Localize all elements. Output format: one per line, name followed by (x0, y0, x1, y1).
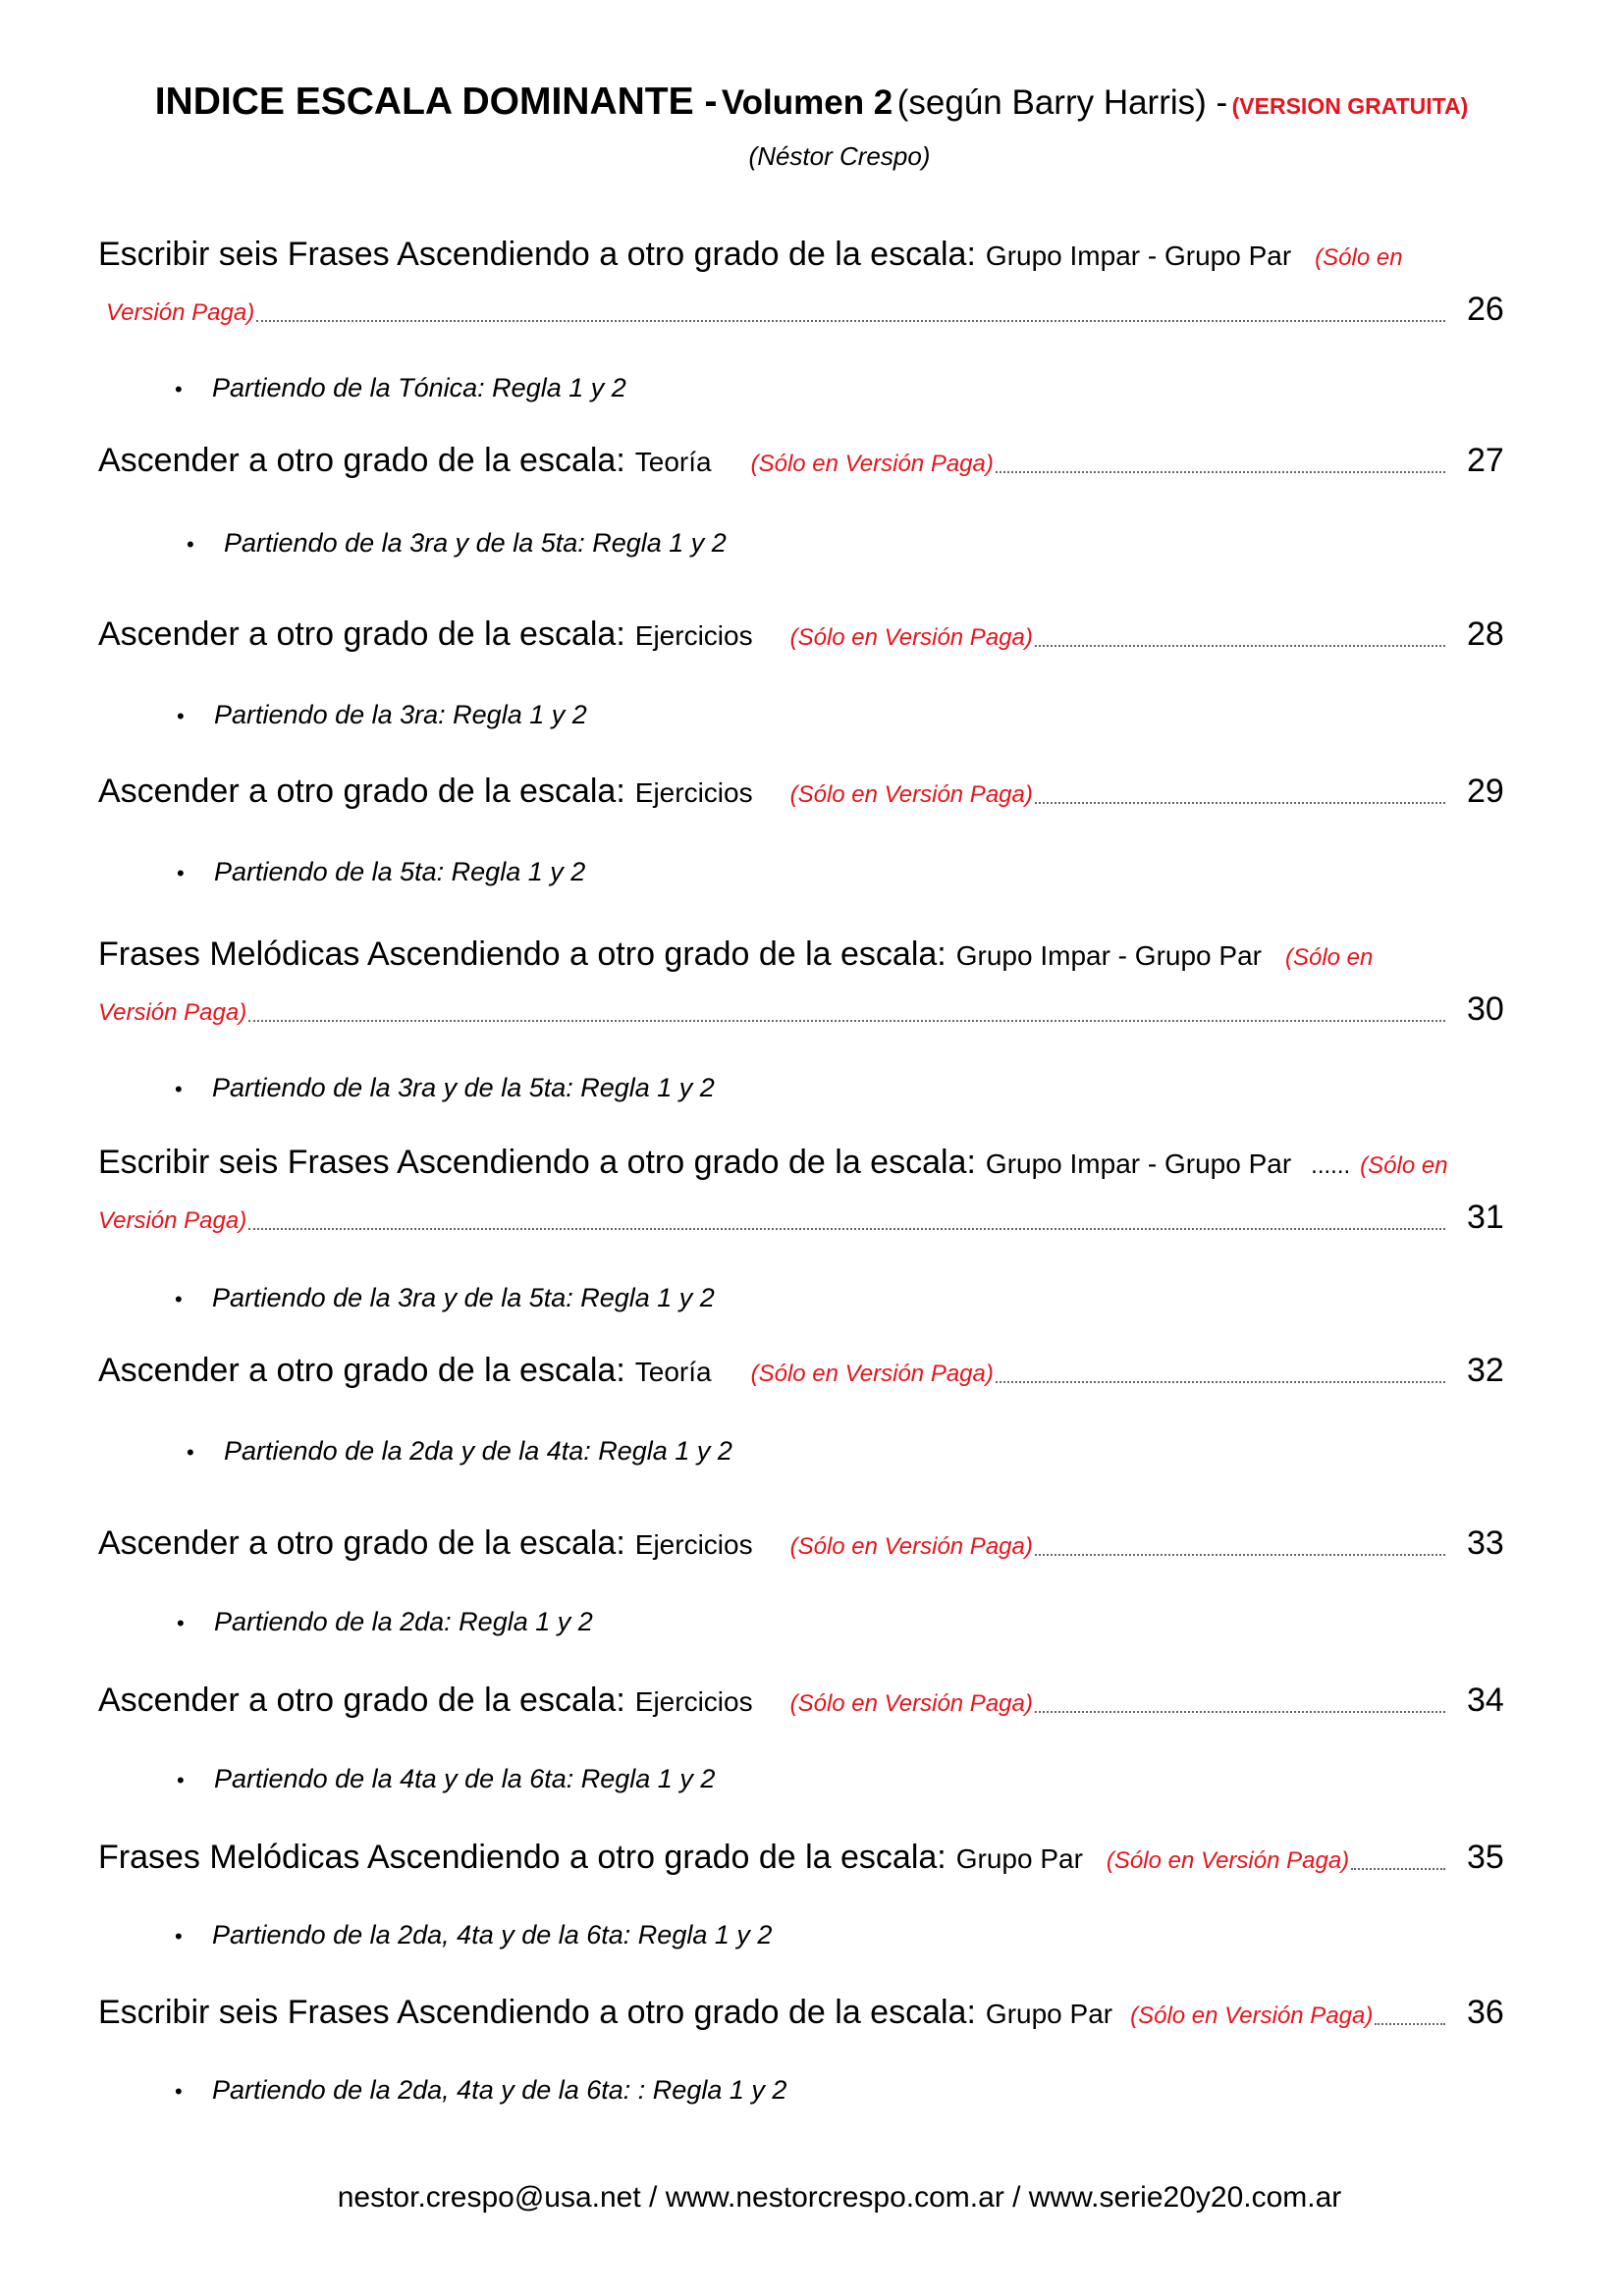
paid-version-note: (Sólo en Versión Paga) (750, 1361, 994, 1387)
bullet-text: Partiendo de la 3ra: Regla 1 y 2 (214, 700, 587, 729)
paid-version-note: (Sólo en (1315, 244, 1403, 271)
bullet-icon: • (175, 377, 183, 401)
paid-version-note: (Sólo en (1360, 1152, 1448, 1179)
toc-bullet-11 (175, 2075, 786, 2106)
page-number: 32 (1467, 1352, 1504, 1389)
bullet-icon: • (187, 1440, 194, 1465)
toc-entry-5-line-1[interactable] (98, 935, 1522, 979)
bullet-text: Partiendo de la 2da y de la 4ta: Regla 1 y 2 (224, 1436, 732, 1466)
page-title (0, 80, 1623, 124)
dot-leader (996, 1380, 1445, 1383)
toc-entry-title: Escribir seis Frases Ascendiendo a otro grado de la escala: (98, 1994, 976, 2031)
toc-bullet-1 (175, 373, 626, 403)
dot-leader (248, 1019, 1445, 1022)
bullet-icon: • (177, 704, 185, 728)
page-number: 34 (1467, 1682, 1504, 1719)
toc-entry-4[interactable] (98, 773, 1522, 816)
toc-bullet-7 (187, 1436, 732, 1467)
toc-bullet-10 (175, 1920, 772, 1950)
bullet-text: Partiendo de la 2da, 4ta y de la 6ta: Regla 1 y 2 (212, 1920, 773, 1949)
bullet-text: Partiendo de la 4ta y de la 6ta: Regla 1 y 2 (214, 1764, 716, 1793)
author-name: (Néstor Crespo) (748, 141, 931, 171)
toc-entry-subtitle: Ejercicios (634, 777, 753, 808)
toc-entry-1-line-1[interactable] (98, 236, 1522, 279)
bullet-icon: • (187, 532, 194, 557)
toc-bullet-3 (177, 700, 587, 730)
toc-entry-title: Ascender a otro grado de la escala: (98, 1682, 625, 1719)
toc-entry-title: Ascender a otro grado de la escala: (98, 1352, 625, 1389)
dot-leader-short: ...... (1311, 1152, 1351, 1179)
toc-bullet-2 (187, 528, 727, 559)
toc-entry-3[interactable] (98, 615, 1522, 659)
page-number: 27 (1467, 442, 1504, 479)
page-number: 28 (1467, 615, 1504, 653)
page-number: 26 (1467, 291, 1504, 328)
title-main: INDICE ESCALA DOMINANTE - (154, 80, 718, 123)
title-free-version-badge: (VERSION GRATUITA) (1231, 93, 1469, 119)
bullet-text: Partiendo de la 3ra y de la 5ta: Regla 1 y 2 (224, 528, 727, 558)
toc-bullet-5 (175, 1073, 715, 1103)
toc-entry-subtitle: Grupo Par (985, 1999, 1113, 2029)
toc-entry-title: Ascender a otro grado de la escala: (98, 1524, 625, 1562)
page-number: 35 (1467, 1839, 1504, 1876)
paid-version-note: Versión Paga) (98, 1207, 247, 1234)
dot-leader (996, 470, 1445, 473)
dot-leader (1035, 801, 1445, 804)
toc-entry-title: Ascender a otro grado de la escala: (98, 773, 625, 810)
toc-entry-subtitle: Grupo Impar - Grupo Par (955, 940, 1262, 971)
toc-entry-5-line-2[interactable] (98, 990, 1522, 1034)
title-volume: Volumen 2 (721, 83, 893, 122)
toc-entry-title: Ascender a otro grado de la escala: (98, 615, 625, 653)
footer-contact-links[interactable]: nestor.crespo@usa.net / www.nestorcrespo.com.ar / www.serie20y20.com.ar (337, 2181, 1342, 2214)
toc-entry-7[interactable] (98, 1352, 1522, 1395)
dot-leader (1035, 1710, 1445, 1713)
bullet-text: Partiendo de la 3ra y de la 5ta: Regla 1 y 2 (212, 1283, 715, 1312)
toc-entry-title: Frases Melódicas Ascendiendo a otro grado de la escala: (98, 1839, 947, 1876)
toc-bullet-8 (177, 1607, 593, 1637)
paid-version-note: (Sólo en Versión Paga) (789, 1533, 1033, 1560)
bullet-text: Partiendo de la 2da: Regla 1 y 2 (214, 1607, 593, 1636)
paid-version-note: (Sólo en Versión Paga) (1106, 1847, 1350, 1874)
bullet-icon: • (177, 1611, 185, 1635)
toc-entry-title: Escribir seis Frases Ascendiendo a otro grado de la escala: (98, 236, 976, 273)
toc-entry-subtitle: Teoría (634, 1357, 712, 1387)
bullet-text: Partiendo de la 5ta: Regla 1 y 2 (214, 857, 586, 886)
toc-entry-subtitle: Teoría (634, 447, 712, 477)
paid-version-note: (Sólo en (1284, 944, 1374, 971)
bullet-icon: • (175, 1924, 183, 1949)
toc-entry-title: Ascender a otro grado de la escala: (98, 442, 625, 479)
dot-leader (248, 1227, 1445, 1230)
toc-entry-title: Frases Melódicas Ascendiendo a otro grado de la escala: (98, 935, 947, 973)
bullet-icon: • (175, 1287, 183, 1311)
toc-bullet-9 (177, 1764, 715, 1794)
paid-version-note: Versión Paga) (106, 299, 255, 326)
paid-version-note: (Sólo en Versión Paga) (1130, 2002, 1374, 2029)
page-number: 30 (1467, 990, 1504, 1028)
dot-leader (1351, 1867, 1445, 1870)
toc-entry-6-line-1[interactable] (98, 1144, 1522, 1187)
bullet-icon: • (175, 1077, 183, 1101)
toc-entry-9[interactable] (98, 1682, 1522, 1725)
toc-entry-subtitle: Grupo Par (955, 1843, 1083, 1874)
toc-entry-1-line-2[interactable] (106, 291, 1522, 334)
paid-version-note: (Sólo en Versión Paga) (789, 624, 1033, 651)
dot-leader (1375, 2022, 1445, 2025)
toc-entry-6-line-2[interactable] (98, 1199, 1522, 1242)
toc-entry-subtitle: Ejercicios (634, 1529, 753, 1560)
toc-entry-title: Escribir seis Frases Ascendiendo a otro grado de la escala: (98, 1144, 976, 1181)
bullet-icon: • (177, 861, 185, 885)
dot-leader (1035, 1553, 1445, 1556)
toc-entry-subtitle: Ejercicios (634, 620, 753, 651)
page-number: 36 (1467, 1994, 1504, 2031)
toc-bullet-6 (175, 1283, 715, 1313)
toc-entry-subtitle: Grupo Impar - Grupo Par (985, 240, 1292, 271)
paid-version-note: (Sólo en Versión Paga) (750, 451, 994, 477)
paid-version-note: (Sólo en Versión Paga) (789, 781, 1033, 808)
paid-version-note: Versión Paga) (98, 999, 247, 1026)
dot-leader (256, 319, 1445, 322)
toc-entry-subtitle: Ejercicios (634, 1686, 753, 1717)
paid-version-note: (Sólo en Versión Paga) (789, 1690, 1033, 1717)
toc-entry-subtitle: Grupo Impar - Grupo Par (985, 1148, 1292, 1179)
toc-entry-10[interactable] (98, 1839, 1522, 1882)
bullet-icon: • (177, 1768, 185, 1792)
bullet-text: Partiendo de la Tónica: Regla 1 y 2 (212, 373, 626, 402)
toc-entry-11[interactable] (98, 1994, 1522, 2037)
bullet-text: Partiendo de la 3ra y de la 5ta: Regla 1 y 2 (212, 1073, 715, 1102)
toc-bullet-4 (177, 857, 585, 887)
bullet-icon: • (175, 2079, 183, 2104)
bullet-text: Partiendo de la 2da, 4ta y de la 6ta: : Regla 1 y 2 (212, 2075, 787, 2105)
page-number: 33 (1467, 1524, 1504, 1562)
page-number: 29 (1467, 773, 1504, 810)
toc-entry-8[interactable] (98, 1524, 1522, 1568)
toc-entry-2[interactable] (98, 442, 1522, 485)
page-number: 31 (1467, 1199, 1504, 1236)
dot-leader (1035, 644, 1445, 647)
title-subtitle: (según Barry Harris) - (896, 83, 1228, 122)
